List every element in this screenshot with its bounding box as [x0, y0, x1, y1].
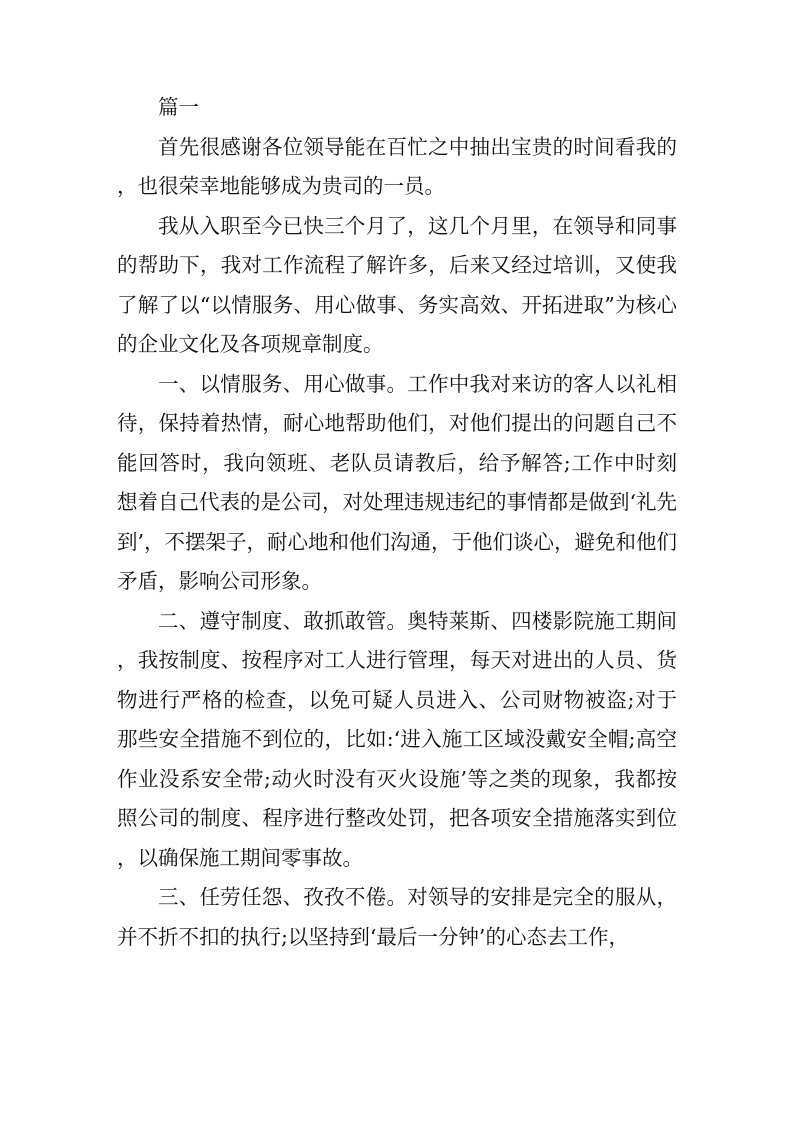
- paragraph-1: 首先很感谢各位领导能在百忙之中抽出宝贵的时间看我的，也很荣幸地能够成为贵司的一员。: [117, 134, 677, 198]
- section-heading: 篇一: [158, 95, 199, 119]
- document-body: [117, 88, 677, 957]
- paragraph-5: 三、任劳任怨、孜孜不倦。对领导的安排是完全的服从，并不折不扣的执行;以坚持到‘最后一分钟’的心态去工作，: [117, 885, 677, 949]
- paragraph-4: 二、遵守制度、敢抓敢管。奥特莱斯、四楼影院施工期间，我按制度、按程序对工人进行管理，每天对进出的人员、货物进行严格的检查，以免可疑人员进入、公司财物被盗;对于那些安全措施不到位的，比如:‘进入施工区域没戴安全帽;高空作业没系安全带;动火时没有灭火设施’等之类的现象，我都按照公司的制度、程序进行整改处罚，把各项安全措施落实到位，以确保施工期间零事故。: [117, 608, 677, 870]
- paragraph-2: 我从入职至今已快三个月了，这几个月里，在领导和同事的帮助下，我对工作流程了解许多，后来又经过培训，又使我了解了以“以情服务、用心做事、务实高效、开拓进取”为核心的企业文化及各项规章制度。: [117, 213, 677, 356]
- paragraph-3: 一、以情服务、用心做事。工作中我对来访的客人以礼相待，保持着热情，耐心地帮助他们，对他们提出的问题自己不能回答时，我向领班、老队员请教后，给予解答;工作中时刻想着自己代表的是公司，对处理违规违纪的事情都是做到‘礼先到’，不摆架子，耐心地和他们沟通，于他们谈心，避免和他们矛盾，影响公司形象。: [117, 371, 678, 593]
